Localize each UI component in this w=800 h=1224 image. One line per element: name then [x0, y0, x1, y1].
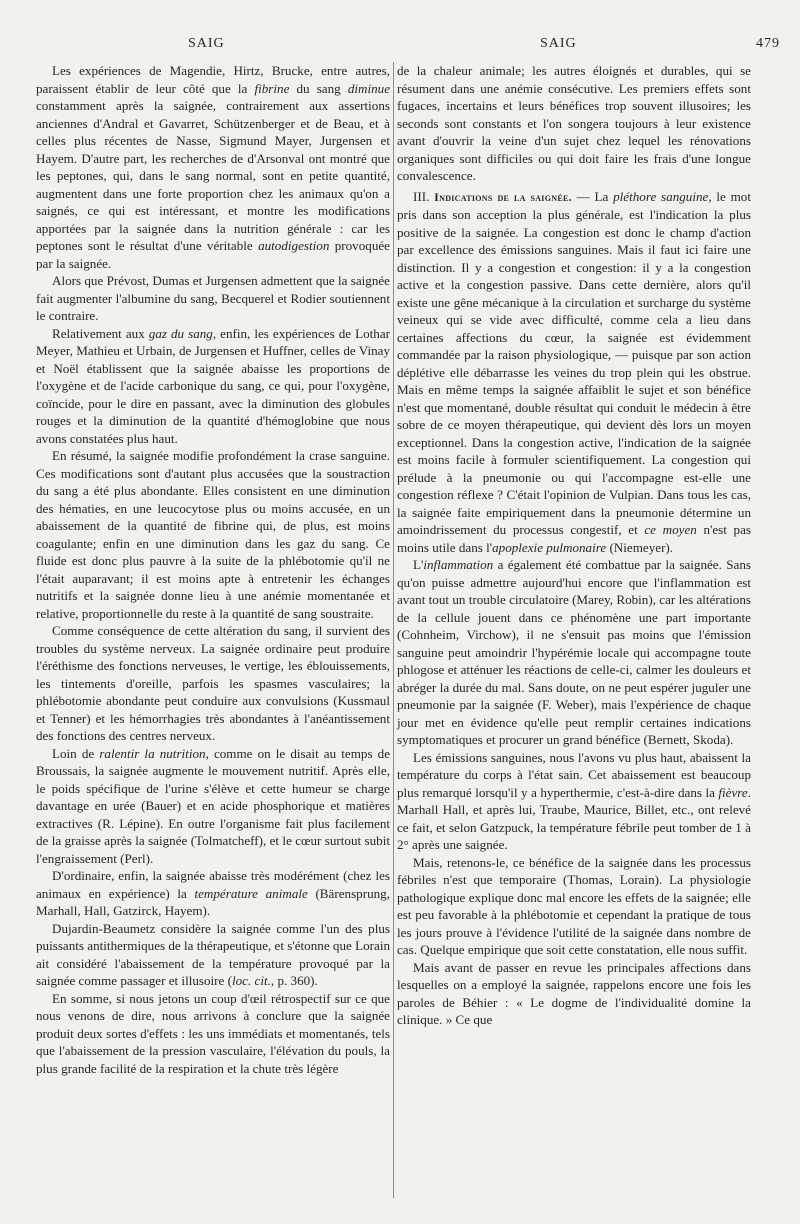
text-run: Dujardin-Beaumetz considère la saignée comme l'un des plus puissants antithermiques de la thérapeutique, et s'étonne que Lorain ait considéré l'abaissement de la température provoqué par la saignée comme passager et illusoire (	[36, 920, 390, 988]
italic-text: fièvre	[718, 784, 748, 800]
paragraph	[36, 272, 390, 325]
text-run: Mais avant de passer en revue les principales affections dans lesquelles on a employé la saignée, rappelons encore une fois les paroles de Béhier : « Le dogme de l'individualité domine la clinique. » Ce que	[397, 959, 751, 1027]
italic-text: loc. cit.	[231, 973, 271, 988]
text-run: du sang	[289, 80, 348, 96]
text-run: , comme on le disait au temps de Broussais, la saignée augmente le mouvement nutritif. Après elle, le poids spécifique de l'urine s'élève et cette humeur se charge davantage en urée (Bauer) et en acide phosphorique et matières extractives (R. Lépine). En outre l'organisme fait plus facilement de la graisse après la saignée (Tolmatcheff), et le cœur surtout subit l'engraissement (Perl).	[36, 745, 391, 866]
text-run: Relativement aux	[52, 325, 149, 341]
paragraph	[36, 622, 390, 745]
text-run: III.	[413, 188, 435, 204]
italic-text: apoplexie pulmonaire	[492, 539, 607, 555]
text-run: (Niemeyer).	[606, 539, 674, 555]
paragraph	[36, 62, 390, 272]
text-run: n'est pas moins utile dans l'	[397, 522, 751, 555]
running-header	[0, 36, 800, 56]
text-run: Les expériences de Magendie, Hirtz, Brucke, entre autres, paraissent établir de leur côté que la	[36, 63, 390, 96]
text-run: (Bärensprung, Marhall, Hall, Gatzirck, Hayem).	[36, 885, 390, 918]
paragraph	[36, 745, 390, 868]
paragraph	[36, 920, 390, 990]
text-run: Loin de	[52, 745, 100, 761]
paragraph	[397, 556, 751, 749]
paragraph	[36, 867, 390, 920]
text-run: Alors que Prévost, Dumas et Jurgensen admettent que la saignée fait augmenter l'albumine du sang, Becquerel et Rodier soutiennent le contraire.	[36, 273, 390, 323]
header-left-title: SAIG	[188, 36, 225, 51]
italic-text: gaz du sang	[148, 325, 213, 341]
right-column	[397, 62, 751, 1029]
section-heading-paragraph	[397, 188, 751, 557]
column-divider	[393, 62, 394, 1198]
paragraph	[397, 854, 751, 959]
text-run: de la chaleur animale; les autres éloignés et durables, qui se résument dans une anémie consécutive. Les premiers effets sont fugaces, incertains et leurs bénéfices trop souvent illusoires; les seconds sont constants et l'on songera toujours à leur existence avant d'ouvrir la veine d'un sujet chez lequel les rénovations organiques sont difficiles ou qui doit faire les frais d'une longue convalescence.	[397, 63, 751, 183]
italic-text: ralentir la nutrition	[99, 745, 206, 761]
text-run: , le mot pris dans son acception la plus générale, est l'indication la plus positive de la saignée. La congestion est donc le champ d'action par excellence des émissions sanguines. Mais il faut ici faire une distinction. Il y a congestion et congestion: il y a la congestion active et la congestion passive. Dans cette dernière, alors qu'il existe une gêne mécanique à la circulation et surcharge du système veineux qui se vide avec difficulté, comme cela a lieu dans certaines affections du cœur, la saignée est évidemment commandée par la raison physiologique, — puisque par son action déplétive elle débarrasse les veines du trop plein qui les obstrue. Mais en même temps la saignée affaiblit le sujet et son bénéfice n'est que momentané, double résultat qui conduit le médecin à être sobre de ce moyen thérapeutique, qui devient dès lors un moyen exceptionnel. Dans la congestion active, l'indication de la saignée est moins facile à formuler scientifiquement. La congestion qui prélude à la pneumonie ou qui l'accompagne est-elle une congestion réflexe ? C'était l'opinion de Vulpian. Dans tous les cas, la saignée faite empiriquement dans la pneumonie détermine un amoindrissement du processus congestif, et	[397, 188, 751, 537]
italic-text: température animale	[194, 885, 308, 901]
text-run: a également été combattue par la saignée. Sans qu'on puisse admettre aujourd'hui encore que l'inflammation est avant tout un trouble circulatoire (Marey, Robin), car les altérations de la cellule jouent dans ce phénomène une part importante (Cohnheim, Virchow), il ne s'ensuit pas moins que l'émission sanguine peut amoindrir l'hypérémie locale qui accompagne toute phlogose et atténuer les réactions de celle-ci, calmer les douleurs et abréger la durée du mal. Sans doute, on ne peut espérer juguler une pneumonie par la saignée (F. Weber), mais l'expérience de chaque jour met en évidence qu'elle peut remplir certaines indications symptomatiques et procurer un grand bénéfice (Bernett, Skoda).	[397, 557, 751, 747]
left-column	[36, 62, 390, 1077]
italic-text: ce moyen	[644, 522, 697, 537]
text-run: . Marhall Hall, et après lui, Traube, Maurice, Billet, etc., ont relevé ce fait, et selon Gatzpuck, la température fébrile peut tomber de 1 à 2° après une saignée.	[397, 784, 751, 852]
paragraph	[397, 959, 751, 1029]
text-run: , enfin, les expériences de Lothar Meyer, Mathieu et Urbain, de Jurgensen et Huffner, celles de Vinay et Noël établissent que la saignée abaisse les proportions de l'oxygène et de l'acide carbonique du sang, ce qui, pour l'oxygène, coïncide, pour le dire en passant, avec la diminution des globules rouges et la diminution de la quantité d'hémoglobine que nous avons constatées plus haut.	[36, 325, 391, 446]
text-run: constamment après la saignée, contrairement aux assertions anciennes d'Andral et Gavarret, Schützenberger et de Beau, et à celles plus récentes de Nasse, Sigmund Mayer, Jurgensen et Hayem. D'autre part, les recherches de d'Arsonval ont montré que les peptones, qui, dans le sang normal, sont en petite quantité, augmentent dans une forte proportion chez les animaux qu'on a saignés, ce qui est intéressant, et montre les modifications apportées par la saignée dans la nutrition générale : car les peptones sont le résultat d'une véritable	[36, 98, 390, 253]
italic-text: pléthore sanguine	[613, 188, 709, 204]
header-right-title: SAIG	[540, 36, 577, 51]
text-run: Les émissions sanguines, nous l'avons vu plus haut, abaissent la température du corps à l'état sain. Cet abaissement est beaucoup plus remarqué lorsqu'il y a hyperthermie, c'est-à-dire dans la	[397, 749, 751, 800]
italic-text: autodigestion	[258, 238, 330, 253]
section-heading: Indications de la saignée.	[434, 189, 572, 204]
paragraph	[36, 325, 390, 448]
paragraph	[36, 990, 390, 1078]
text-run: provoquée par la saignée.	[36, 238, 390, 271]
paragraph	[397, 749, 751, 854]
italic-text: fibrine	[254, 80, 290, 96]
text-run: En somme, si nous jetons un coup d'œil rétrospectif sur ce que nous venons de dire, nous arrivons à conclure que la saignée produit deux sortes d'effets : les uns immédiats et momentanés, tels que l'abaissement de la pression vasculaire, l'élévation du pouls, la plus grande facilité de la respiration et la chute très légère	[36, 990, 390, 1076]
paragraph	[397, 62, 751, 185]
paragraph	[36, 447, 390, 622]
text-run: , p. 360).	[270, 973, 318, 988]
text-run: L'	[413, 557, 424, 572]
text-run: — La	[571, 188, 614, 204]
text-run: Mais, retenons-le, ce bénéfice de la saignée dans les processus fébriles n'est que temporaire (Thomas, Lorain). La physiologie pathologique explique donc mal encore les effets de la saignée; elle est peu favorable à la phlébotomie et cependant la pratique de tous les jours prouve à l'évidence l'utilité de la saignée dans nombre de cas. Quelque empirique que soit cette constatation, elle nous suffit.	[397, 854, 751, 957]
text-run: En résumé, la saignée modifie profondément la crase sanguine. Ces modifications sont d'autant plus accusées que la soustraction du sang a été plus abondante. Elles consistent en une diminution des hématies, en une leucocytose plus ou moins accusée, en un abaissement de la quantité de fibrine qui, de plus, est moins coagulante; enfin en une diminution dans les gaz du sang. Ce fluide est donc plus pauvre à la suite de la phlébotomie qu'il ne l'était auparavant; il est moins apte à entretenir les échanges nutritifs et la saignée donne lieu à une anémie momentanée et relative, proportionnelle du reste à la quantité de sang soustraite.	[36, 448, 390, 621]
text-run: Comme conséquence de cette altération du sang, il survient des troubles du système nerveux. La saignée ordinaire peut produire l'éréthisme des fonctions nerveuses, le vertige, les éblouissements, les tintements d'oreille, parfois les spasmes vasculaires; la phlébotomie abondante peut conduire aux convulsions (Kussmaul et Tenner) et les hémorrhagies très abondantes à l'anéantissement des fonctions des centres nerveux.	[36, 623, 390, 743]
text-run: D'ordinaire, enfin, la saignée abaisse très modérément (chez les animaux en expérience) la	[36, 868, 390, 901]
page-number: 479	[756, 36, 780, 51]
italic-text: diminue	[347, 80, 391, 96]
italic-text: inflammation	[423, 557, 494, 572]
